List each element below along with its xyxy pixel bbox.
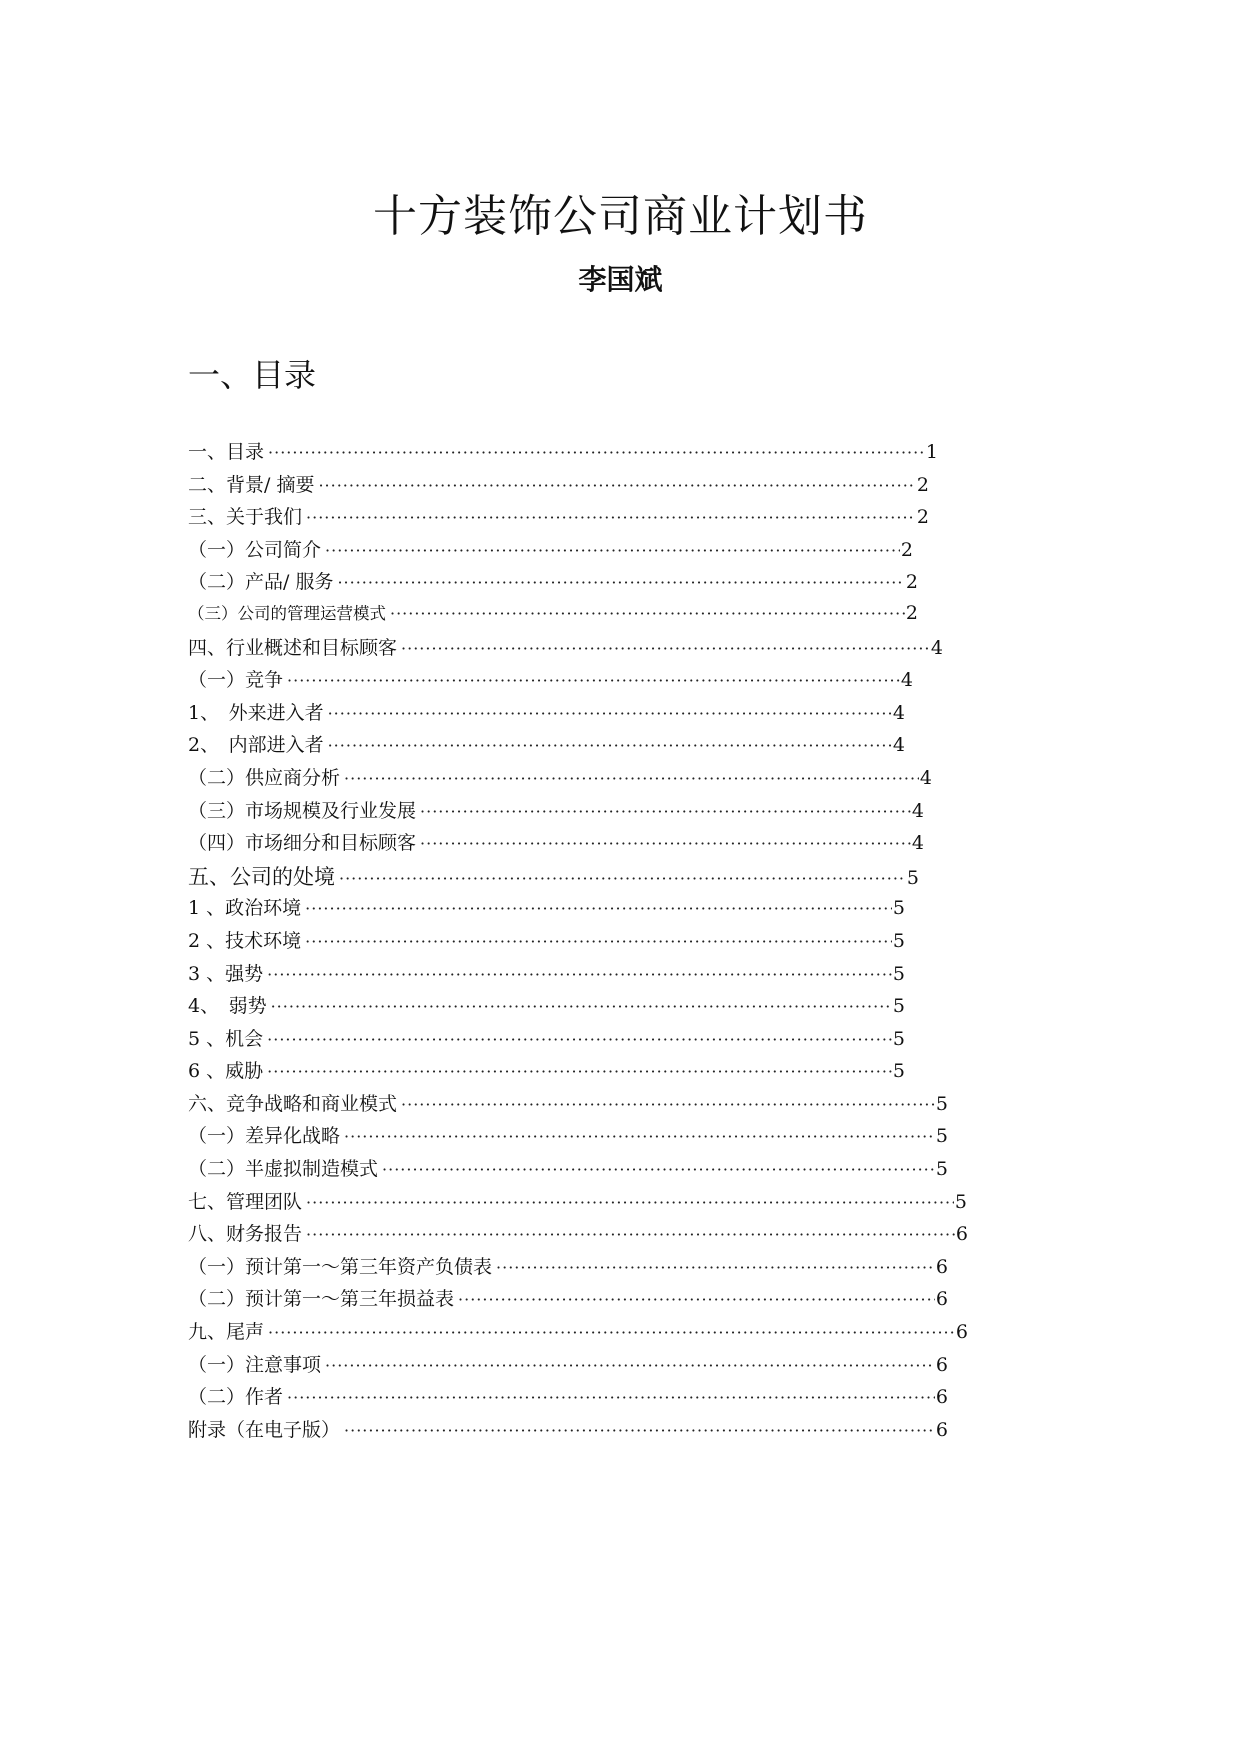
toc-entry-page: 6 bbox=[935, 1353, 948, 1376]
toc-entry[interactable] bbox=[188, 502, 929, 535]
toc-entry-page: 4 bbox=[919, 766, 932, 789]
toc-leader-dots bbox=[344, 1127, 935, 1146]
toc-entry-label: 附录（在电子版） bbox=[188, 1418, 341, 1441]
toc-entry[interactable] bbox=[188, 861, 919, 894]
toc-entry-page: 5 bbox=[906, 866, 919, 889]
toc-leader-dots bbox=[271, 997, 892, 1016]
toc-leader-dots bbox=[318, 476, 915, 495]
toc-entry[interactable] bbox=[188, 1350, 948, 1383]
toc-entry-label: （一）竞争 bbox=[188, 669, 284, 692]
section-heading: 一、目录 bbox=[188, 356, 317, 394]
toc-leader-dots bbox=[339, 869, 906, 888]
toc-entry[interactable] bbox=[188, 1415, 948, 1448]
toc-entry-label: 三、关于我们 bbox=[188, 506, 303, 529]
toc-leader-dots bbox=[267, 1062, 892, 1081]
toc-entry[interactable] bbox=[188, 1121, 948, 1154]
toc-leader-dots bbox=[287, 671, 900, 690]
toc-entry-label: （四）市场细分和目标顾客 bbox=[188, 832, 417, 855]
toc-entry[interactable] bbox=[188, 1382, 948, 1415]
toc-entry[interactable] bbox=[188, 763, 932, 796]
toc-leader-dots bbox=[328, 736, 892, 755]
toc-entry[interactable] bbox=[188, 1219, 968, 1252]
toc-entry[interactable] bbox=[188, 470, 929, 503]
toc-leader-dots bbox=[306, 1225, 955, 1244]
toc-entry-label: 四、行业概述和目标顾客 bbox=[188, 636, 398, 659]
toc-entry[interactable] bbox=[188, 665, 913, 698]
toc-leader-dots bbox=[306, 1193, 954, 1212]
toc-entry[interactable] bbox=[188, 1024, 905, 1057]
toc-leader-dots bbox=[344, 1421, 935, 1440]
toc-leader-dots bbox=[306, 508, 916, 527]
toc-leader-dots bbox=[401, 639, 930, 658]
toc-entry-page: 4 bbox=[930, 636, 943, 659]
toc-entry[interactable] bbox=[188, 1089, 948, 1122]
toc-leader-dots bbox=[390, 604, 905, 623]
toc-leader-dots bbox=[401, 1095, 935, 1114]
toc-entry-page: 5 bbox=[935, 1125, 948, 1148]
toc-entry-page: 4 bbox=[892, 701, 905, 724]
toc-entry-label: （二）供应商分析 bbox=[188, 766, 341, 789]
toc-leader-dots bbox=[382, 1160, 935, 1179]
toc-entry-label: 二、背景/ 摘要 bbox=[188, 473, 315, 496]
table-of-contents bbox=[188, 437, 968, 1447]
toc-entry-page: 5 bbox=[892, 929, 905, 952]
toc-entry[interactable] bbox=[188, 1252, 948, 1285]
toc-leader-dots bbox=[344, 769, 919, 788]
toc-entry-page: 5 bbox=[935, 1092, 948, 1115]
toc-entry-page: 2 bbox=[916, 506, 929, 529]
toc-entry-page: 2 bbox=[916, 473, 929, 496]
toc-entry-page: 4 bbox=[911, 832, 924, 855]
toc-entry-page: 5 bbox=[892, 897, 905, 920]
toc-leader-dots bbox=[267, 965, 892, 984]
toc-entry-label: （二）作者 bbox=[188, 1386, 284, 1409]
toc-entry-page: 5 bbox=[892, 1027, 905, 1050]
toc-entry-page: 2 bbox=[905, 601, 918, 624]
toc-entry-page: 6 bbox=[955, 1223, 968, 1246]
toc-entry-page: 2 bbox=[900, 538, 913, 561]
toc-entry[interactable] bbox=[188, 535, 913, 568]
toc-entry[interactable] bbox=[188, 1056, 905, 1089]
toc-entry[interactable] bbox=[188, 1154, 948, 1187]
toc-entry-label: 1 、政治环境 bbox=[188, 897, 302, 920]
toc-entry[interactable] bbox=[188, 600, 918, 633]
toc-entry[interactable] bbox=[188, 1317, 968, 1350]
toc-entry-page: 6 bbox=[955, 1321, 968, 1344]
toc-entry-page: 5 bbox=[892, 1060, 905, 1083]
toc-entry-label: 九、尾声 bbox=[188, 1321, 265, 1344]
toc-leader-dots bbox=[268, 1323, 955, 1342]
author-name: 李国斌 bbox=[578, 263, 663, 296]
toc-entry-label: （二）产品/ 服务 bbox=[188, 571, 334, 594]
toc-entry-label: 2 、技术环境 bbox=[188, 929, 302, 952]
toc-entry-label: （二）预计第一～第三年损益表 bbox=[188, 1288, 455, 1311]
toc-entry[interactable] bbox=[188, 1187, 967, 1220]
toc-entry-page: 6 bbox=[935, 1386, 948, 1409]
toc-leader-dots bbox=[420, 802, 911, 821]
toc-entry-label: （一）差异化战略 bbox=[188, 1125, 341, 1148]
toc-leader-dots bbox=[325, 1356, 935, 1375]
toc-entry-label: （一）注意事项 bbox=[188, 1353, 322, 1376]
toc-entry[interactable] bbox=[188, 567, 918, 600]
toc-entry-page: 6 bbox=[935, 1288, 948, 1311]
toc-entry-page: 2 bbox=[905, 571, 918, 594]
toc-entry[interactable] bbox=[188, 959, 905, 992]
toc-entry-label: （一）预计第一～第三年资产负债表 bbox=[188, 1255, 493, 1278]
toc-entry[interactable] bbox=[188, 633, 943, 666]
toc-entry[interactable] bbox=[188, 1284, 948, 1317]
toc-entry[interactable] bbox=[188, 926, 905, 959]
toc-leader-dots bbox=[458, 1290, 935, 1309]
toc-leader-dots bbox=[337, 573, 904, 592]
toc-entry-label: 4、 弱势 bbox=[188, 995, 267, 1018]
toc-leader-dots bbox=[496, 1258, 935, 1277]
toc-entry-label: （三）公司的管理运营模式 bbox=[188, 603, 386, 623]
toc-leader-dots bbox=[420, 834, 911, 853]
toc-entry[interactable] bbox=[188, 991, 905, 1024]
toc-leader-dots bbox=[267, 1030, 892, 1049]
toc-entry[interactable] bbox=[188, 796, 924, 829]
toc-entry-page: 4 bbox=[892, 734, 905, 757]
toc-leader-dots bbox=[305, 932, 892, 951]
toc-leader-dots bbox=[328, 704, 892, 723]
toc-entry[interactable] bbox=[188, 828, 924, 861]
toc-entry[interactable] bbox=[188, 730, 905, 763]
toc-entry[interactable] bbox=[188, 437, 938, 470]
toc-entry-page: 5 bbox=[954, 1190, 967, 1213]
toc-entry[interactable] bbox=[188, 893, 905, 926]
toc-entry-label: 5 、机会 bbox=[188, 1027, 264, 1050]
toc-entry-label: 3 、强势 bbox=[188, 962, 264, 985]
toc-entry-label: （三）市场规模及行业发展 bbox=[188, 799, 417, 822]
toc-entry-page: 5 bbox=[892, 995, 905, 1018]
toc-entry-page: 4 bbox=[911, 799, 924, 822]
toc-entry-page: 6 bbox=[935, 1255, 948, 1278]
toc-leader-dots bbox=[325, 541, 900, 560]
toc-entry-label: 六、竞争战略和商业模式 bbox=[188, 1092, 398, 1115]
toc-entry-page: 4 bbox=[900, 669, 913, 692]
toc-entry-label: 五、公司的处境 bbox=[188, 864, 335, 889]
toc-entry-label: 1、 外来进入者 bbox=[188, 701, 324, 724]
toc-entry-page: 1 bbox=[925, 441, 938, 463]
toc-entry-label: 6 、威胁 bbox=[188, 1060, 264, 1083]
toc-entry-page: 5 bbox=[892, 962, 905, 985]
toc-entry-page: 5 bbox=[935, 1158, 948, 1181]
toc-entry-label: 七、管理团队 bbox=[188, 1190, 303, 1213]
toc-leader-dots bbox=[287, 1388, 935, 1407]
document-title: 十方装饰公司商业计划书 bbox=[373, 191, 868, 242]
toc-entry-label: 一、目录 bbox=[188, 441, 265, 463]
toc-entry-label: （一）公司简介 bbox=[188, 538, 322, 561]
toc-leader-dots bbox=[305, 899, 892, 918]
toc-leader-dots bbox=[268, 443, 925, 462]
toc-entry-page: 6 bbox=[935, 1418, 948, 1441]
toc-entry-label: 八、财务报告 bbox=[188, 1223, 303, 1246]
toc-entry-label: （二）半虚拟制造模式 bbox=[188, 1158, 379, 1181]
toc-entry-label: 2、 内部进入者 bbox=[188, 734, 324, 757]
toc-entry[interactable] bbox=[188, 698, 905, 731]
